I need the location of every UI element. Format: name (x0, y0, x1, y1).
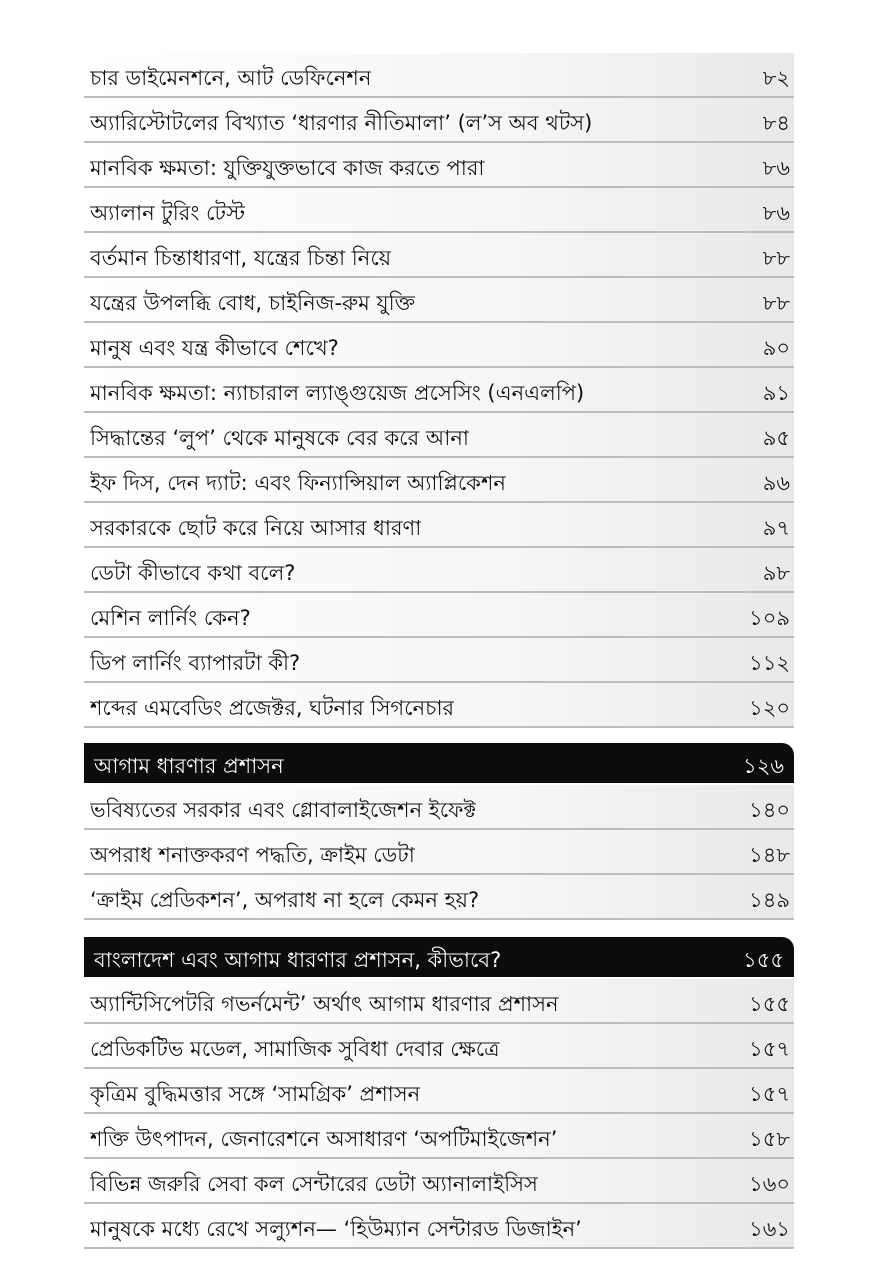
toc-entry[interactable] (84, 233, 794, 278)
toc-entry-page: ১৫৭ (749, 1082, 790, 1106)
toc-entry[interactable] (84, 143, 794, 188)
toc-entry-page: ১৫৮ (749, 1127, 790, 1151)
section-title: আগাম ধারণার প্রশাসন (94, 754, 284, 778)
toc-entry-page: ৮৮ (762, 246, 790, 270)
toc-entry-page: ৮৬ (762, 156, 790, 180)
section-page: ১৫৫ (743, 948, 784, 972)
toc-entry-title: ভবিষ্যতের সরকার এবং গ্লোবালাইজেশন ইফেক্ট (90, 798, 477, 822)
toc-entry-title: কৃত্রিম বুদ্ধিমত্তার সঙ্গে ‘সামগ্রিক’ প্রশাসন (90, 1082, 421, 1106)
toc-entry-title: বিভিন্ন জরুরি সেবা কল সেন্টারের ডেটা অ্যানালাইসিস (90, 1172, 538, 1196)
toc-entry-title: অ্যারিস্টোটলের বিখ্যাত ‘ধারণার নীতিমালা’ (ল’স অব থটস) (90, 111, 593, 135)
toc-entry[interactable] (84, 278, 794, 323)
toc-entry-page: ১৪৯ (749, 888, 790, 912)
toc-entry[interactable] (84, 1069, 794, 1114)
toc-entry-title: ইফ দিস, দেন দ্যাট: এবং ফিন্যান্সিয়াল অ্যাপ্লিকেশন (90, 471, 506, 495)
toc-entry-page: ৯৭ (762, 516, 790, 540)
toc-entry-page: ১৪০ (749, 798, 790, 822)
toc-entry-title: মানবিক ক্ষমতা: ন্যাচারাল ল্যাঙ্গুয়েজ প্রসেসিং (এনএলপি) (90, 381, 585, 405)
toc-entry-title: শব্দের এমবেডিং প্রজেক্টর, ঘটনার সিগনেচার (90, 696, 455, 720)
toc-entry-page: ৯৬ (762, 471, 790, 495)
toc-entry-title: বর্তমান চিন্তাধারণা, যন্ত্রের চিন্তা নিয়ে (90, 246, 392, 270)
toc-entry-page: ৮২ (762, 66, 790, 90)
toc-entry-title: অ্যান্টিসিপেটরি গভর্নমেন্ট’ অর্থাৎ আগাম ধারণার প্রশাসন (90, 992, 559, 1016)
toc-entry-title: যন্ত্রের উপলব্ধি বোধ, চাইনিজ-রুম যুক্তি (90, 291, 415, 315)
toc-entry-title: অ্যালান টুরিং টেস্ট (90, 201, 246, 225)
toc-entry[interactable] (84, 53, 794, 98)
toc-entry-page: ১১২ (749, 651, 790, 675)
section-heading[interactable] (84, 743, 794, 783)
toc-entry[interactable] (84, 979, 794, 1024)
toc-entry-page: ১৬০ (749, 1172, 790, 1196)
toc-entry-page: ১৫৭ (749, 1037, 790, 1061)
toc-entry[interactable] (84, 323, 794, 368)
toc-entry-page: ১৫৫ (749, 992, 790, 1016)
toc-entry[interactable] (84, 458, 794, 503)
toc-entry-title: ডিপ লার্নিং ব্যাপারটা কী? (90, 651, 301, 675)
toc-entry-title: সিদ্ধান্তের ‘লুপ’ থেকে মানুষকে বের করে আনা (90, 426, 469, 450)
section-page: ১২৬ (743, 754, 784, 778)
toc-entry-title: শক্তি উৎপাদন, জেনারেশনে অসাধারণ ‘অপটিমাইজেশন’ (90, 1127, 558, 1151)
toc-entry[interactable] (84, 1204, 794, 1249)
toc-entry[interactable] (84, 413, 794, 458)
toc-entry[interactable] (84, 785, 794, 830)
toc-entry-title: অপরাধ শনাক্তকরণ পদ্ধতি, ক্রাইম ডেটা (90, 843, 415, 867)
toc-entry[interactable] (84, 593, 794, 638)
toc-entry-page: ১২০ (749, 696, 790, 720)
toc-entry-title: ডেটা কীভাবে কথা বলে? (90, 561, 296, 585)
toc-entry[interactable] (84, 638, 794, 683)
toc-entry-title: ‘ক্রাইম প্রেডিকশন’, অপরাধ না হলে কেমন হয়? (90, 888, 480, 912)
toc-entry-title: মানবিক ক্ষমতা: যুক্তিযুক্তভাবে কাজ করতে পারা (90, 156, 485, 180)
toc-entry[interactable] (84, 548, 794, 593)
toc-entry-title: মানুষকে মধ্যে রেখে সল্যুশন— ‘হিউম্যান সেন্টারড ডিজাইন’ (90, 1217, 582, 1241)
toc-group-2 (84, 785, 794, 920)
toc-entry-page: ১৬১ (749, 1217, 790, 1241)
toc-entry[interactable] (84, 875, 794, 920)
toc-entry[interactable] (84, 98, 794, 143)
toc-entry-title: মেশিন লার্নিং কেন? (90, 606, 251, 630)
toc-entry[interactable] (84, 188, 794, 233)
toc-entry-page: ১০৯ (749, 606, 790, 630)
toc-entry[interactable] (84, 503, 794, 548)
toc-entry-page: ১৪৮ (749, 843, 790, 867)
section-title: বাংলাদেশ এবং আগাম ধারণার প্রশাসন, কীভাবে? (94, 948, 502, 972)
toc-entry[interactable] (84, 830, 794, 875)
toc-entry[interactable] (84, 368, 794, 413)
section-heading[interactable] (84, 937, 794, 977)
toc-entry-page: ৯৫ (762, 426, 790, 450)
toc-entry-title: সরকারকে ছোট করে নিয়ে আসার ধারণা (90, 516, 422, 540)
toc-group-3 (84, 979, 794, 1249)
toc-entry-page: ৯৮ (762, 561, 790, 585)
toc-entry-title: চার ডাইমেনশনে, আট ডেফিনেশন (90, 66, 372, 90)
toc-entry-title: প্রেডিকটিভ মডেল, সামাজিক সুবিধা দেবার ক্ষেত্রে (90, 1037, 500, 1061)
toc-group-1 (84, 53, 794, 728)
toc-entry-page: ৯০ (762, 336, 790, 360)
toc-entry-page: ৯১ (762, 381, 790, 405)
toc-entry-page: ৮৮ (762, 291, 790, 315)
toc-entry[interactable] (84, 1114, 794, 1159)
toc-entry-page: ৮৬ (762, 201, 790, 225)
toc-entry-title: মানুষ এবং যন্ত্র কীভাবে শেখে? (90, 336, 339, 360)
toc-entry[interactable] (84, 1024, 794, 1069)
toc-entry[interactable] (84, 1159, 794, 1204)
toc-entry[interactable] (84, 683, 794, 728)
toc-entry-page: ৮৪ (762, 111, 790, 135)
